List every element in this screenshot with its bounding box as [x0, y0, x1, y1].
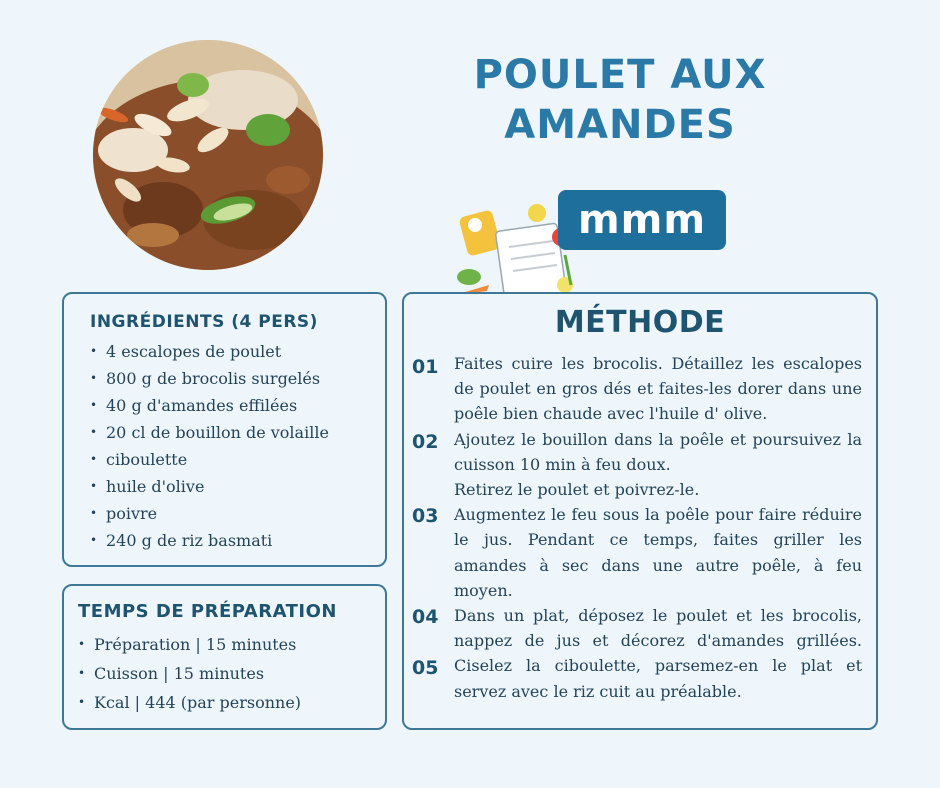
step-number: 04: [412, 606, 439, 628]
mmm-badge: mmm: [558, 190, 726, 250]
page-title: POULET AUX AMANDES: [473, 52, 767, 148]
step-number: 03: [412, 505, 439, 527]
method-heading: MÉTHODE: [554, 305, 726, 340]
method-step: Dans un plat, déposez le poulet et les brocolis, nappez de jus et décorez d'amandes grillées. Ciselez la ciboulette, parsemez-en le plat et servez avec le riz cuit au préalable.: [454, 606, 862, 701]
method-card: [402, 292, 878, 730]
prep-time-item: • Préparation | 15 minutes: [78, 630, 301, 659]
ingredient-item: • poivre: [90, 500, 329, 527]
step-number: 01: [412, 356, 439, 378]
prep-time-list: [78, 630, 301, 717]
prep-time-card: [62, 584, 387, 730]
ingredient-item: • huile d'olive: [90, 473, 329, 500]
prep-time-heading: TEMPS DE PRÉPARATION: [78, 601, 337, 622]
step-number: 02: [412, 431, 439, 453]
method-step: Retirez le poulet et poivrez-le.: [454, 480, 700, 500]
ingredient-item: • 4 escalopes de poulet: [90, 338, 329, 365]
method-step: Ajoutez le bouillon dans la poêle et poursuivez la cuisson 10 min à feu doux.: [454, 429, 862, 474]
ingredient-item: • 20 cl de bouillon de volaille: [90, 419, 329, 446]
ingredients-heading: INGRÉDIENTS (4 PERS): [90, 312, 318, 332]
ingredient-item: • 800 g de brocolis surgelés: [90, 365, 329, 392]
step-number: 05: [412, 657, 439, 679]
ingredient-item: • ciboulette: [90, 446, 329, 473]
ingredients-list: [90, 338, 329, 554]
dish-photo-image: [93, 40, 323, 270]
ingredient-item: • 240 g de riz basmati: [90, 527, 329, 554]
ingredients-card: [62, 292, 387, 567]
prep-time-item: • Kcal | 444 (par personne): [78, 688, 301, 717]
ingredient-item: • 40 g d'amandes effilées: [90, 392, 329, 419]
dish-photo: [93, 40, 323, 270]
method-step: Augmentez le feu sous la poêle pour faire réduire le jus. Pendant ce temps, faites griller les amandes à sec dans une autre poêle, à feu moyen.: [454, 505, 862, 600]
prep-time-item: • Cuisson | 15 minutes: [78, 659, 301, 688]
method-steps: [454, 351, 862, 704]
method-step: Faites cuire les brocolis. Détaillez les escalopes de poulet en gros dés et faites-les dorer dans une poêle bien chaude avec l'huile d' olive.: [454, 354, 862, 424]
